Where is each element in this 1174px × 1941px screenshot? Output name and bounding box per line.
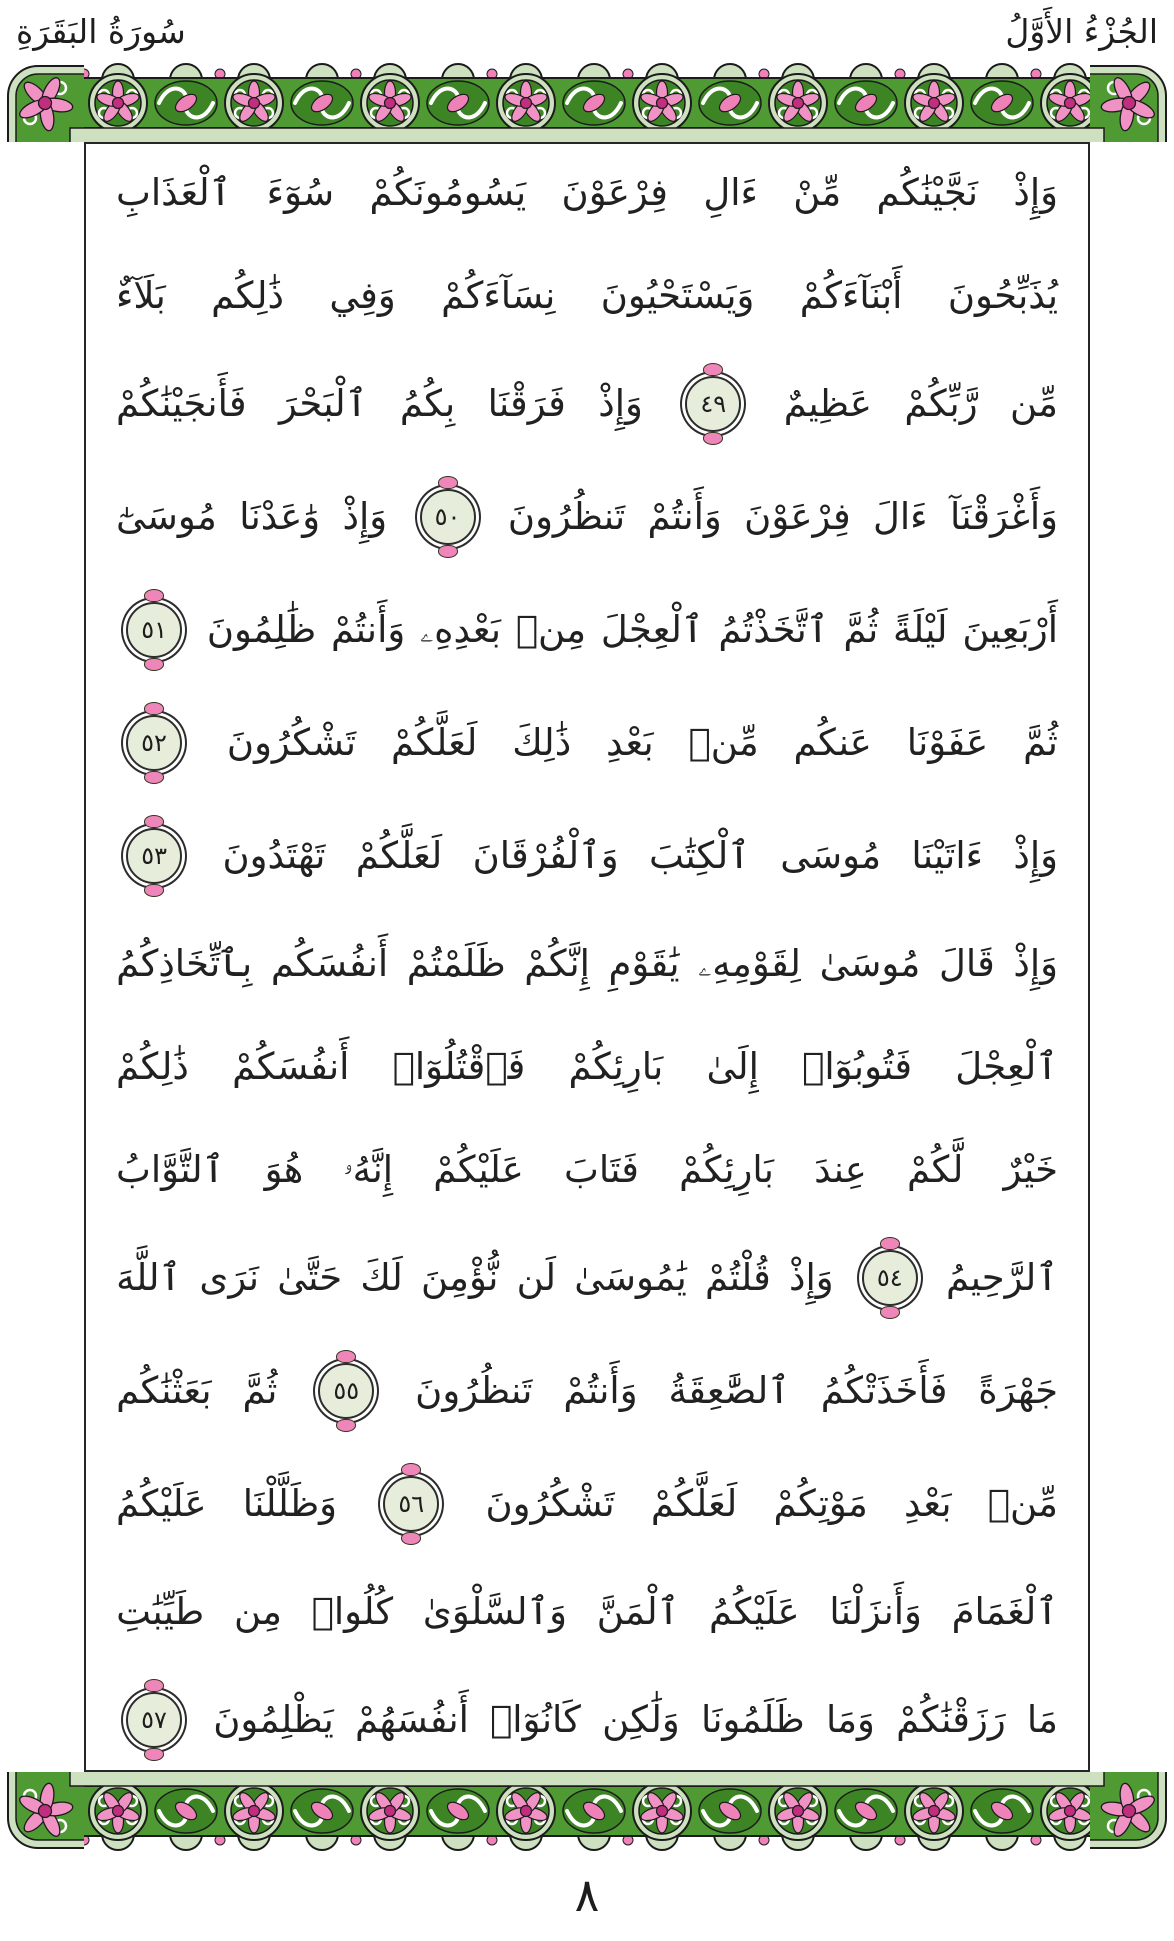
quran-word: لَعَلَّكُمْ <box>355 833 443 877</box>
quran-word: وَأَنتُمْ <box>647 495 722 539</box>
quran-word: جَهْرَةً <box>978 1368 1058 1412</box>
quran-word: ثُمَّ <box>242 1368 278 1412</box>
quran-word: ٱلْعِجْلَ <box>955 1044 1058 1088</box>
quran-word: مِنۢ <box>515 607 587 651</box>
quran-word: عَلَيْكُمُ <box>709 1589 800 1633</box>
quran-word: ءَالِ <box>703 171 758 214</box>
border-ornament-left <box>4 142 84 1772</box>
mushaf-line <box>116 489 1058 545</box>
quran-word: بَعْدِ <box>606 720 654 764</box>
quran-word: مُوسَىٰٓ <box>116 495 217 539</box>
quran-word: فِرْعَوْنَ <box>744 495 851 539</box>
quran-word: ذَٰلِكَ <box>512 720 572 764</box>
mushaf-line <box>116 1147 1058 1193</box>
quran-word: عَفَوْنَا <box>906 720 989 764</box>
mushaf-line <box>116 941 1058 987</box>
quran-word: ذَٰلِكُم <box>211 274 284 318</box>
quran-word: يَٰقَوْمِ <box>608 941 680 985</box>
quran-word: لَكَ <box>360 1256 403 1300</box>
mushaf-line <box>116 273 1058 319</box>
ayah-end-marker: ٥٥ <box>318 1363 374 1419</box>
quran-word: وَإِذْ <box>598 382 643 426</box>
mushaf-line <box>116 715 1058 771</box>
quran-word: مُوسَى <box>780 833 882 877</box>
mushaf-text <box>84 142 1090 1772</box>
quran-word: مِّن <box>1010 382 1058 426</box>
quran-word: حَتَّىٰ <box>277 1256 343 1300</box>
quran-word: خَيْرٌ <box>1003 1148 1058 1192</box>
quran-word: هُوَ <box>264 1148 304 1192</box>
quran-word: ٱلْبَحْرَ <box>278 382 368 426</box>
quran-word: مَا <box>1026 1697 1058 1741</box>
quran-word: يَظْلِمُونَ <box>213 1697 334 1741</box>
quran-word: تَنظُرُونَ <box>507 495 626 539</box>
quran-word: بَعْدِهِۦ <box>420 607 502 651</box>
quran-word: كَانُوٓا۟ <box>490 1697 581 1741</box>
border-ornament-top <box>84 62 1090 142</box>
quran-word: تَشْكُرُونَ <box>485 1481 615 1525</box>
quran-word: وَإِذْ <box>342 495 388 539</box>
quran-word: ٱتَّخَذْتُمُ <box>718 607 829 651</box>
juz-header: الجُزْءُ الأَوَّلُ <box>1005 12 1158 51</box>
quran-word: وَأَغْرَقْنَآ <box>949 495 1058 539</box>
quran-word: ٱلْعِجْلَ <box>600 607 704 651</box>
ayah-end-marker: ٥١ <box>126 602 182 658</box>
quran-word: كُلُوا۟ <box>311 1589 394 1633</box>
quran-word: أَنفُسَكُم <box>270 941 389 985</box>
quran-word: وَلَٰكِن <box>602 1697 680 1741</box>
quran-word: ظَلَمْتُمْ <box>406 941 506 985</box>
page-number: ٨ <box>574 1868 600 1922</box>
quran-word: لَن <box>516 1256 557 1300</box>
quran-word: لَعَلَّكُمْ <box>390 720 478 764</box>
quran-word: تَنظُرُونَ <box>415 1368 533 1412</box>
quran-word: عَنكُم <box>793 720 872 764</box>
quran-word: مِن <box>233 1589 282 1633</box>
quran-word: ءَالَ <box>873 495 928 539</box>
mushaf-line <box>116 1363 1058 1419</box>
ayah-end-marker: ٥٣ <box>126 828 182 884</box>
border-corner-flower <box>1090 62 1170 142</box>
quran-word: قُلْتُمْ <box>705 1256 771 1300</box>
border-corner-flower <box>4 62 84 142</box>
quran-word: فِرْعَوْنَ <box>561 171 668 214</box>
quran-word: وَأَنتُمْ <box>331 607 406 651</box>
quran-word: عَظِيمٌ <box>783 382 872 426</box>
quran-word: لَعَلَّكُمْ <box>650 1481 738 1525</box>
quran-word: مِّنۢ <box>688 720 759 764</box>
quran-word: رَّبِّكُمْ <box>904 382 978 426</box>
quran-word: مَوْتِكُمْ <box>773 1481 868 1525</box>
quran-word: وَيَسْتَحْيُونَ <box>600 274 755 318</box>
border-corner-flower <box>4 1772 84 1852</box>
quran-word: بَعَثْنَٰكُم <box>116 1368 212 1412</box>
quran-word: ٱلتَّوَّابُ <box>116 1148 225 1192</box>
quran-word: إِلَىٰ <box>706 1044 759 1088</box>
quran-word: مُوسَىٰ <box>819 941 921 985</box>
quran-word: رَزَقْنَٰكُمْ <box>896 1697 1006 1741</box>
quran-word: فَأَنجَيْنَٰكُمْ <box>116 382 247 426</box>
quran-word: بِٱتِّخَاذِكُمُ <box>116 941 253 985</box>
ayah-end-marker: ٥٢ <box>126 715 182 771</box>
mushaf-line <box>116 1692 1058 1748</box>
ayah-end-marker: ٥٦ <box>383 1476 439 1532</box>
border-ornament-right <box>1090 142 1170 1772</box>
border-corner-flower <box>1090 1772 1170 1852</box>
quran-word: وَإِذْ <box>788 1256 834 1300</box>
ayah-end-marker: ٥٤ <box>862 1250 918 1306</box>
quran-word: ثُمَّ <box>1023 720 1058 764</box>
quran-word: فَأَخَذَتْكُمُ <box>820 1368 948 1412</box>
mushaf-line <box>116 828 1058 884</box>
quran-word: ٱلرَّحِيمُ <box>945 1256 1058 1300</box>
ayah-end-marker: ٤٩ <box>685 376 741 432</box>
ayah-end-marker: ٥٠ <box>420 489 476 545</box>
quran-word: ٱلْمَنَّ <box>596 1589 680 1633</box>
quran-word: وَظَلَّلْنَا <box>242 1481 338 1525</box>
quran-word: لَّكُمْ <box>907 1148 964 1192</box>
quran-word: أَرْبَعِينَ <box>962 607 1058 651</box>
quran-word: ثُمَّ <box>843 607 879 651</box>
quran-word: ذَٰلِكُمْ <box>116 1044 189 1088</box>
quran-word: لَيْلَةً <box>893 607 948 651</box>
quran-word: أَبْنَآءَكُمْ <box>799 274 903 318</box>
quran-word: بَارِئِكُمْ <box>568 1044 664 1088</box>
quran-word: فَٱقْتُلُوٓا۟ <box>392 1044 526 1088</box>
mushaf-line <box>116 1476 1058 1532</box>
mushaf-line <box>116 170 1058 216</box>
quran-word: نَرَى <box>199 1256 260 1300</box>
quran-word: ظَٰلِمُونَ <box>206 607 317 651</box>
quran-word: عَلَيْكُمُ <box>116 1481 207 1525</box>
quran-word: ٱلْكِتَٰبَ <box>649 833 750 877</box>
quran-word: وَأَنتُمْ <box>563 1368 638 1412</box>
mushaf-line <box>116 1044 1058 1090</box>
quran-word: ٱلصَّٰعِقَةُ <box>668 1368 790 1412</box>
mushaf-line <box>116 1589 1058 1635</box>
mushaf-line <box>116 376 1058 432</box>
quran-word: عَلَيْكُمْ <box>433 1148 524 1192</box>
quran-word: بَعْدِ <box>904 1481 952 1525</box>
quran-word: وَٱلْفُرْقَانَ <box>472 833 619 877</box>
quran-word: إِنَّهُۥ <box>343 1148 394 1192</box>
border-ornament-bottom <box>84 1772 1090 1852</box>
quran-word: مِّنْ <box>793 171 842 214</box>
quran-word: وَإِذْ <box>1013 171 1058 214</box>
quran-word: يُذَبِّحُونَ <box>947 274 1058 318</box>
quran-word: وَإِذْ <box>1013 833 1058 877</box>
quran-word: طَيِّبَٰتِ <box>116 1589 205 1633</box>
quran-word: لِقَوْمِهِۦ <box>698 941 801 985</box>
quran-word: فَرَقْنَا <box>487 382 566 426</box>
quran-word: مِّنۢ <box>987 1481 1058 1525</box>
quran-word: ظَلَمُونَا <box>700 1697 805 1741</box>
quran-word: وَمَا <box>825 1697 875 1741</box>
quran-word: أَنفُسَكُمْ <box>232 1044 350 1088</box>
quran-word: بَارِئِكُمْ <box>679 1148 774 1192</box>
quran-word: تَهْتَدُونَ <box>222 833 326 877</box>
quran-word: يَٰمُوسَىٰ <box>574 1256 687 1300</box>
quran-word: يَسُومُونَكُمْ <box>369 171 527 214</box>
mushaf-line <box>116 602 1058 658</box>
mushaf-line <box>116 1250 1058 1306</box>
quran-word: إِنَّكُمْ <box>524 941 590 985</box>
quran-word: نَجَّيْنَٰكُم <box>876 171 979 214</box>
quran-word: أَنفُسَهُمْ <box>354 1697 469 1741</box>
quran-word: وَفِي <box>329 274 396 318</box>
surah-header: سُورَةُ البَقَرَةِ <box>16 12 186 51</box>
quran-word: ٱللَّهَ <box>116 1256 182 1300</box>
quran-word: بِكُمُ <box>399 382 456 426</box>
quran-word: بَلَآءٌ <box>116 274 166 318</box>
quran-word: سُوٓءَ <box>266 171 335 214</box>
quran-word: وَٰعَدْنَا <box>239 495 321 539</box>
quran-word: وَإِذْ <box>1013 941 1058 985</box>
quran-word: فَتَابَ <box>564 1148 639 1192</box>
quran-word: عِندَ <box>814 1148 867 1192</box>
quran-word: وَأَنزَلْنَا <box>829 1589 922 1633</box>
quran-word: ءَاتَيْنَا <box>911 833 984 877</box>
quran-word: تَشْكُرُونَ <box>226 720 357 764</box>
quran-word: نُّؤْمِنَ <box>420 1256 499 1300</box>
quran-word: فَتُوبُوٓا۟ <box>802 1044 913 1088</box>
quran-word: قَالَ <box>938 941 995 985</box>
quran-word: ٱلْعَذَابِ <box>116 171 232 214</box>
quran-word: نِسَآءَكُمْ <box>441 274 556 318</box>
quran-word: وَٱلسَّلْوَىٰ <box>422 1589 568 1633</box>
ayah-end-marker: ٥٧ <box>126 1692 182 1748</box>
quran-word: ٱلْغَمَامَ <box>951 1589 1058 1633</box>
